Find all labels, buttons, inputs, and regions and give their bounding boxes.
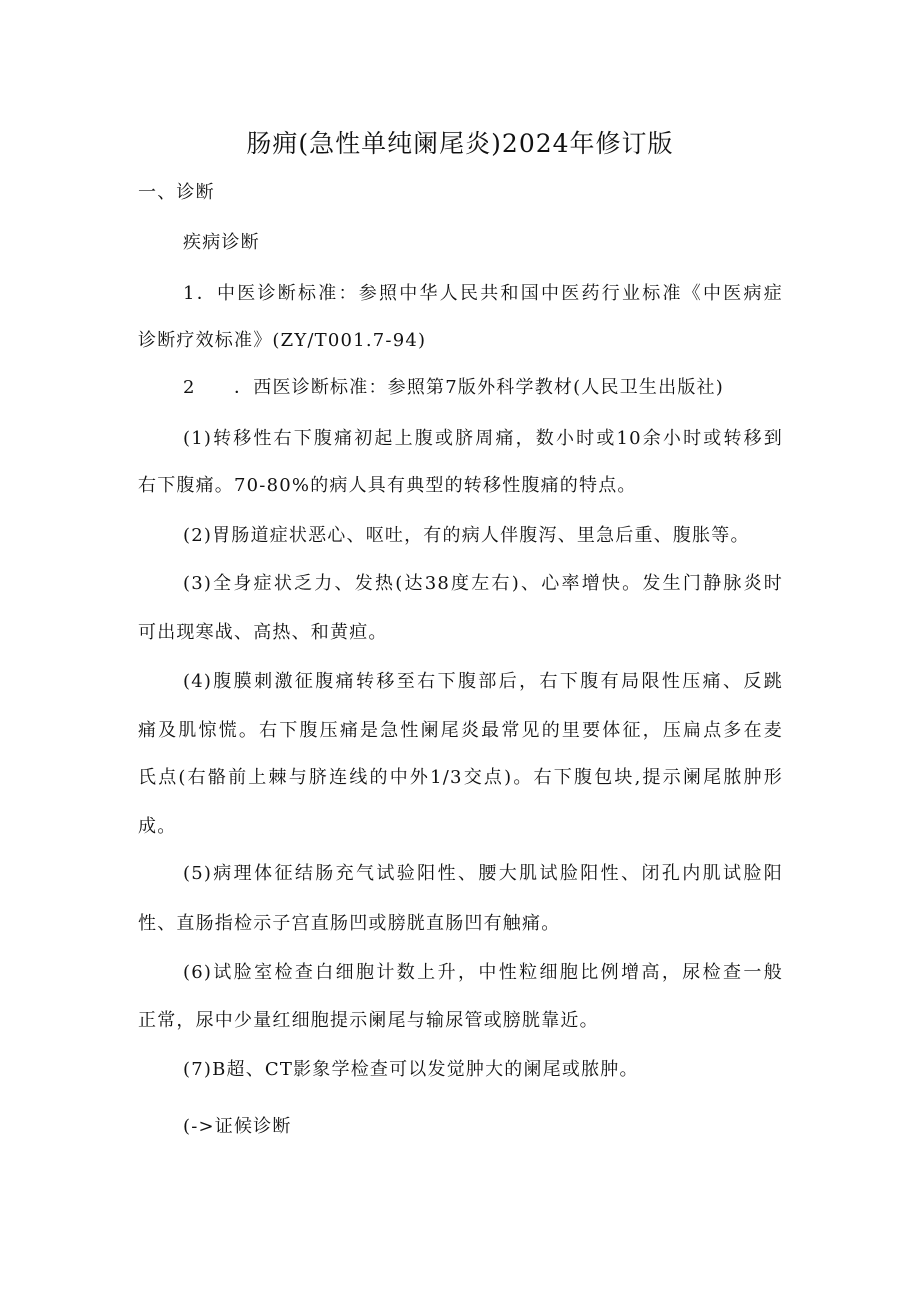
section-heading-diagnosis: 一、诊断 (138, 182, 215, 203)
p6-line1: (6)试脸室检查白细胞计数上升，中性粒细胞比例增高，尿检查一般 (183, 962, 783, 983)
p3-line1: (3)全身症状乏力、发热(达38度左右)、心率增快。发生门静脉炎时 (183, 573, 783, 594)
p4-line2: 痛及肌惊慌。右下腹压痛是急性阑尾炎最常见的里要体征，压扁点多在麦 (138, 720, 783, 741)
p4-line3: 氏点(右骼前上棘与脐连线的中外1/3交点)。右下腹包块,提示阑尾脓肿形 (138, 767, 783, 788)
p2-line1: (2)胃肠道症状恶心、呕吐，有的病人伴腹泻、里急后重、腹胀等。 (183, 525, 750, 546)
p4-line1: (4)腹膜刺激征腹痛转移至右下腹部后，右下腹有局限性压痛、反跳 (183, 671, 783, 692)
subsection-heading-syndrome: (->证候诊断 (183, 1116, 292, 1137)
p3-line2: 可出现寒战、高热、和黄疸。 (138, 622, 388, 643)
p5-line2: 性、直肠指检示子宫直肠凹或膀胱直肠凹有触痛。 (138, 913, 561, 934)
p4-line4: 成。 (138, 816, 177, 837)
p7-line1: (7)B超、CT影象学检查可以发觉肿大的阑尾或脓肿。 (183, 1059, 639, 1080)
item1-line1: 1．中医诊断标准：参照中华人民共和国中医药行业标准《中医病症 (183, 283, 783, 304)
p1-line2: 右下腹痛。70-80%的病人具有典型的转移性腹痛的特点。 (138, 475, 637, 496)
p6-line2: 正常，尿中少量红细胞提示阑尾与输尿管或膀胱靠近。 (138, 1010, 599, 1031)
item2-line1: 2 ．西医诊断标准：参照第7版外科学教材(人民卫生出版社) (183, 377, 724, 398)
p1-line1: (1)转移性右下腹痛初起上腹或脐周痛，数小时或10余小时或转移到 (183, 428, 783, 449)
p5-line1: (5)病理体征结肠充气试验阳性、腰大肌试脸阳性、闭孔内肌试脸阳 (183, 863, 783, 884)
subsection-heading-disease: 疾病诊断 (183, 232, 260, 253)
document-title: 肠痈(急性单纯阑尾炎)2024年修订版 (246, 129, 674, 158)
item1-line2: 诊断疗效标准》(ZY/T001.7-94) (138, 330, 427, 351)
